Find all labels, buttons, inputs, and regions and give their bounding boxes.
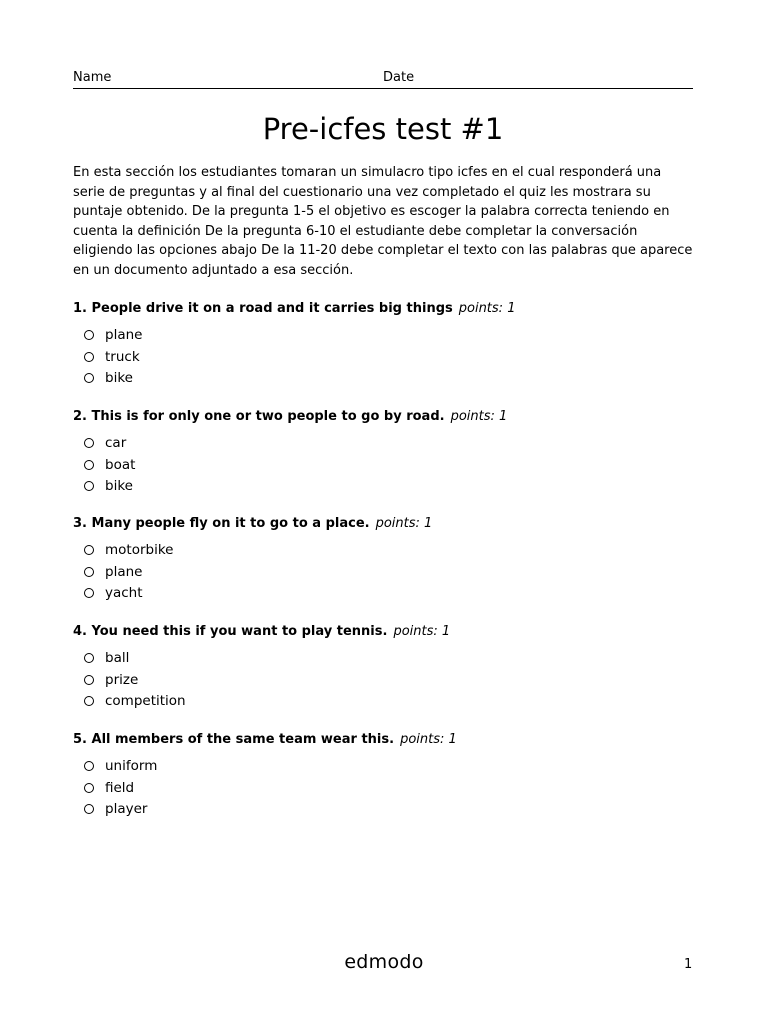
option-label: truck xyxy=(105,348,140,365)
answer-option[interactable] xyxy=(73,539,693,561)
question-text xyxy=(73,300,693,318)
option-label: yacht xyxy=(105,585,143,602)
question-4 xyxy=(73,623,693,712)
answer-options xyxy=(73,539,693,604)
date-label: Date xyxy=(383,70,415,85)
question-1 xyxy=(73,300,693,389)
question-text xyxy=(73,408,693,426)
question-2 xyxy=(73,408,693,497)
option-label: uniform xyxy=(105,757,158,774)
answer-option[interactable] xyxy=(73,346,693,368)
answer-option[interactable] xyxy=(73,367,693,389)
answer-option[interactable] xyxy=(73,690,693,712)
answer-option[interactable] xyxy=(73,647,693,669)
option-label: plane xyxy=(105,563,143,580)
question-3 xyxy=(73,515,693,604)
answer-options xyxy=(73,432,693,497)
option-label: motorbike xyxy=(105,541,174,558)
answer-option[interactable] xyxy=(73,798,693,820)
radio-button[interactable] xyxy=(84,481,94,491)
question-points: points: 1 xyxy=(458,301,516,316)
question-text xyxy=(73,515,693,533)
answer-option[interactable] xyxy=(73,475,693,497)
answer-option[interactable] xyxy=(73,755,693,777)
answer-options xyxy=(73,324,693,389)
radio-button[interactable] xyxy=(84,460,94,470)
answer-option[interactable] xyxy=(73,669,693,691)
radio-button[interactable] xyxy=(84,545,94,555)
question-points: points: 1 xyxy=(375,516,433,531)
edmodo-logo: edmodo xyxy=(344,951,424,973)
option-label: ball xyxy=(105,649,130,666)
radio-button[interactable] xyxy=(84,438,94,448)
radio-button[interactable] xyxy=(84,330,94,340)
question-points: points: 1 xyxy=(393,624,451,639)
answer-option[interactable] xyxy=(73,777,693,799)
radio-button[interactable] xyxy=(84,696,94,706)
question-prompt: 2. This is for only one or two people to go by road. xyxy=(73,409,445,424)
option-label: bike xyxy=(105,478,133,495)
question-prompt: 3. Many people fly on it to go to a place. xyxy=(73,516,370,531)
option-label: competition xyxy=(105,693,186,710)
radio-button[interactable] xyxy=(84,567,94,577)
question-text xyxy=(73,623,693,641)
answer-option[interactable] xyxy=(73,582,693,604)
option-label: field xyxy=(105,779,135,796)
intro-paragraph: En esta sección los estudiantes tomaran un simulacro tipo icfes en el cual responderá una serie de preguntas y al final del cuestionario una vez completado el quiz les mostrara su puntaje obtenido. De la pregunta 1-5 el objetivo es escoger la palabra correcta teniendo en cuenta la definición De la pregunta 6-10 el estudiante debe completar la conversación eligiendo las opciones abajo De la 11-20 debe completar el texto con las palabras que aparece en un documento adjuntado a esa sección. xyxy=(73,165,693,278)
option-label: boat xyxy=(105,456,136,473)
radio-button[interactable] xyxy=(84,675,94,685)
question-prompt: 4. You need this if you want to play tennis. xyxy=(73,624,388,639)
radio-button[interactable] xyxy=(84,373,94,383)
question-prompt: 1. People drive it on a road and it carries big things xyxy=(73,301,453,316)
option-label: prize xyxy=(105,671,139,688)
answer-option[interactable] xyxy=(73,561,693,583)
radio-button[interactable] xyxy=(84,783,94,793)
option-label: car xyxy=(105,434,127,451)
name-label: Name xyxy=(73,70,112,85)
radio-button[interactable] xyxy=(84,352,94,362)
option-label: plane xyxy=(105,326,143,343)
answer-option[interactable] xyxy=(73,432,693,454)
answer-options xyxy=(73,647,693,712)
answer-option[interactable] xyxy=(73,454,693,476)
radio-button[interactable] xyxy=(84,653,94,663)
radio-button[interactable] xyxy=(84,761,94,771)
answer-option[interactable] xyxy=(73,324,693,346)
page-number: 1 xyxy=(684,957,693,972)
page-title: Pre-icfes test #1 xyxy=(262,112,504,146)
name-date-header xyxy=(73,69,693,89)
option-label: player xyxy=(105,801,148,818)
question-text xyxy=(73,731,693,749)
radio-button[interactable] xyxy=(84,588,94,598)
question-prompt: 5. All members of the same team wear this. xyxy=(73,732,395,747)
radio-button[interactable] xyxy=(84,804,94,814)
question-points: points: 1 xyxy=(400,732,457,747)
option-label: bike xyxy=(105,370,133,387)
question-points: points: 1 xyxy=(450,409,508,424)
question-5 xyxy=(73,731,693,820)
answer-options xyxy=(73,755,693,820)
